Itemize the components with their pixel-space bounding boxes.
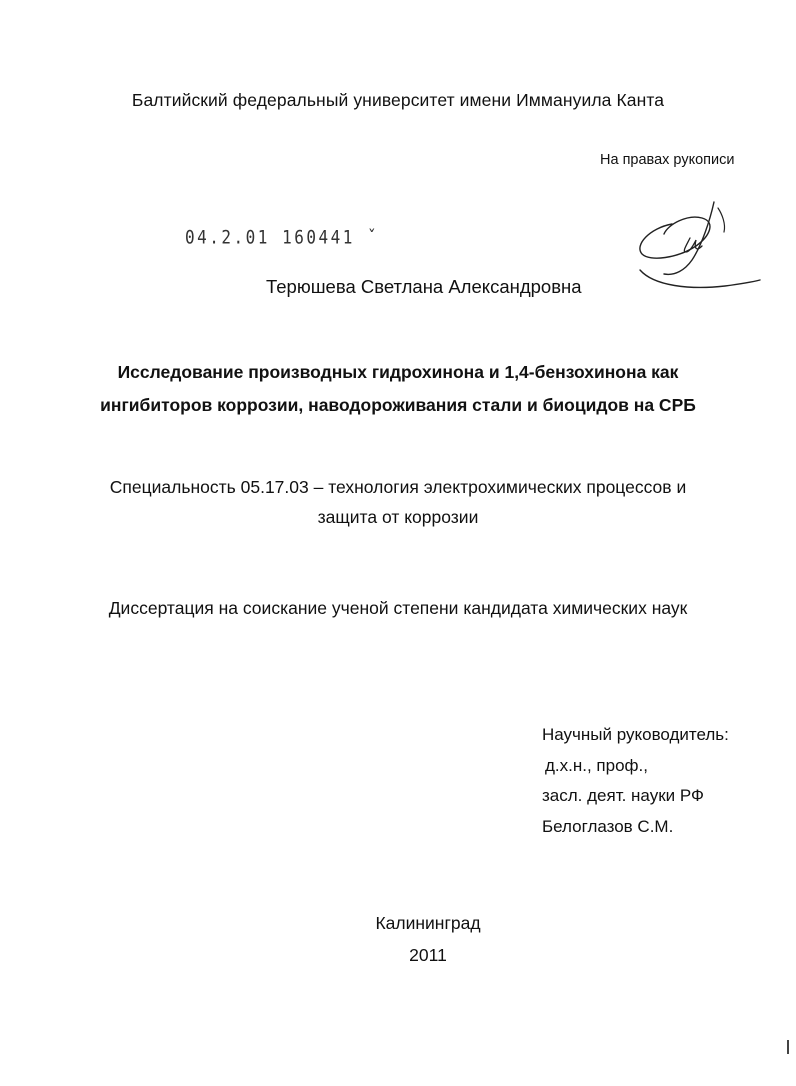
title-line-1: Исследование производных гидрохинона и 1,4-бензохинона как [117, 362, 679, 382]
year: 2011 [409, 945, 447, 965]
scan-edge-mark [787, 1040, 789, 1054]
dissertation-title [0, 356, 796, 422]
university-name: Балтийский федеральный университет имени Иммануила Канта [131, 90, 665, 110]
specialty-line-1: Специальность 05.17.03 – технология электрохимических процессов и [109, 477, 687, 497]
specialty [0, 472, 796, 532]
supervisor-label: Научный руководитель: [542, 725, 729, 744]
registration-stamp: 04.2.01 160441 ˇ [185, 226, 380, 248]
footer-block [0, 907, 796, 971]
supervisor-block [542, 720, 729, 842]
specialty-line-2: защита от коррозии [317, 507, 479, 527]
author-name: Терюшева Светлана Александровна [266, 276, 582, 297]
title-line-2: ингибиторов коррозии, наводороживания стали и биоцидов на СРБ [100, 395, 696, 415]
manuscript-note: На правах рукописи [600, 152, 735, 168]
dissertation-degree: Диссертация на соискание ученой степени кандидата химических наук [108, 598, 688, 618]
supervisor-degree: д.х.н., проф., [545, 755, 648, 775]
supervisor-name: Белоглазов С.М. [542, 816, 674, 836]
supervisor-honor: засл. деят. науки РФ [542, 786, 704, 805]
city: Калининград [375, 913, 481, 933]
signature-icon [630, 190, 765, 295]
